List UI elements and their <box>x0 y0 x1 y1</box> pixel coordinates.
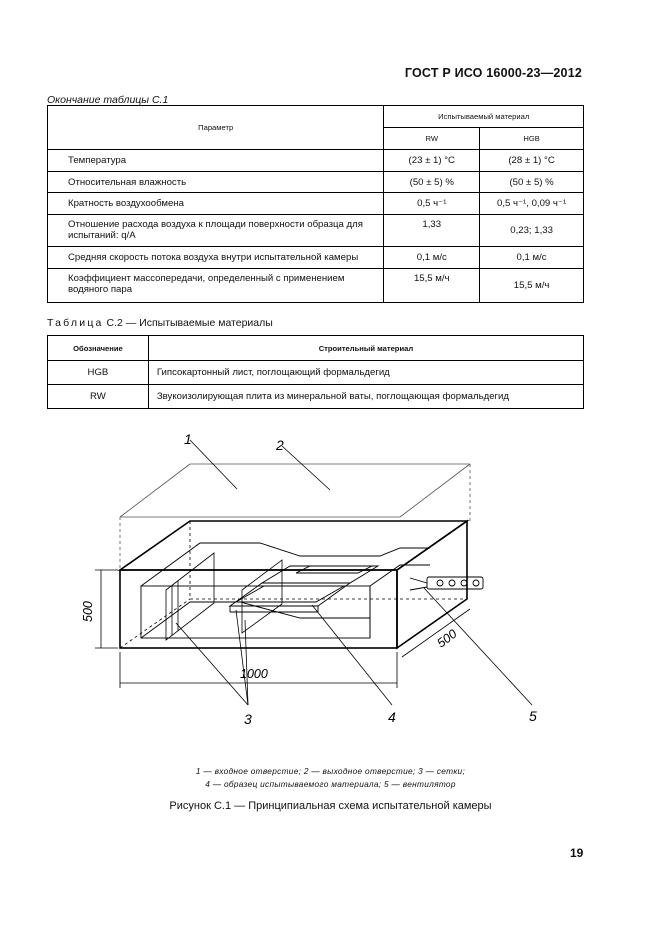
material-name: Гипсокартонный лист, поглощающий формальдегид <box>148 361 583 385</box>
param-cell: Температура <box>48 150 384 172</box>
leader-lines <box>176 440 532 705</box>
dimension-depth: 500 <box>434 626 460 651</box>
label-sample: 4 <box>388 709 396 725</box>
label-fan: 5 <box>529 708 537 724</box>
label-meshes: 3 <box>244 711 252 727</box>
fan-icon <box>410 577 483 590</box>
param-cell: Коэффициент массопередачи, определенный с применением водяного пара <box>48 269 384 303</box>
value-hgb: (50 ± 5) % <box>480 172 584 193</box>
col-header-building-material: Строительный материал <box>148 336 583 361</box>
chamber-top-face <box>120 521 467 570</box>
value-rw: (23 ± 1) °С <box>384 150 480 172</box>
material-code: RW <box>48 385 149 409</box>
dimension-lines <box>95 570 470 688</box>
label-outlet: 2 <box>276 437 284 453</box>
col-header-material: Испытываемый материал <box>384 106 584 128</box>
value-rw: 0,5 ч⁻¹ <box>384 193 480 215</box>
col-header-rw: RW <box>384 128 480 150</box>
value-rw: 1,33 <box>384 215 480 247</box>
meshes <box>166 553 282 640</box>
material-code: HGB <box>48 361 149 385</box>
inner-chamber <box>141 543 430 638</box>
figure-legend-line1: 1 — входное отверстие; 2 — выходное отверстие; 3 — сетки; <box>195 766 466 776</box>
col-header-parameter: Параметр <box>48 106 384 150</box>
dimension-length: 1000 <box>240 667 268 681</box>
material-name: Звукоизолирующая плита из минеральной ваты, поглощающая формальдегид <box>148 385 583 409</box>
label-inlet: 1 <box>184 431 192 447</box>
chamber-front-face <box>120 570 397 648</box>
chamber-side-face <box>397 521 467 648</box>
param-cell: Относительная влажность <box>48 172 384 193</box>
value-hgb: 0,1 м/с <box>480 247 584 269</box>
col-header-code: Обозначение <box>48 336 149 361</box>
value-hgb: 0,5 ч⁻¹, 0,09 ч⁻¹ <box>480 193 584 215</box>
page-number: 19 <box>570 846 584 860</box>
value-hgb: (28 ± 1) °С <box>480 150 584 172</box>
param-cell: Кратность воздухообмена <box>48 193 384 215</box>
value-hgb: 0,23; 1,33 <box>480 215 584 247</box>
value-rw: 0,1 м/с <box>384 247 480 269</box>
param-cell: Отношение расхода воздуха к площади поверхности образца для испытаний: q/A <box>48 215 384 247</box>
document-code: ГОСТ Р ИСО 16000-23—2012 <box>404 66 582 80</box>
figure-legend-line2: 4 — образец испытываемого материала; 5 — вентилятор <box>205 779 456 789</box>
table2-caption-prefix: Таблица <box>47 317 104 329</box>
table2-caption-rest: С.2 — Испытываемые материалы <box>106 317 273 329</box>
dimension-height: 500 <box>81 601 95 622</box>
figure-title: Рисунок С.1 — Принципиальная схема испытательной камеры <box>169 800 492 812</box>
col-header-hgb: HGB <box>480 128 584 150</box>
table1-caption: Окончание таблицы С.1 <box>47 94 169 106</box>
value-rw: (50 ± 5) % <box>384 172 480 193</box>
value-rw: 15,5 м/ч <box>384 269 480 303</box>
param-cell: Средняя скорость потока воздуха внутри испытательной камеры <box>48 247 384 269</box>
value-hgb: 15,5 м/ч <box>480 269 584 303</box>
